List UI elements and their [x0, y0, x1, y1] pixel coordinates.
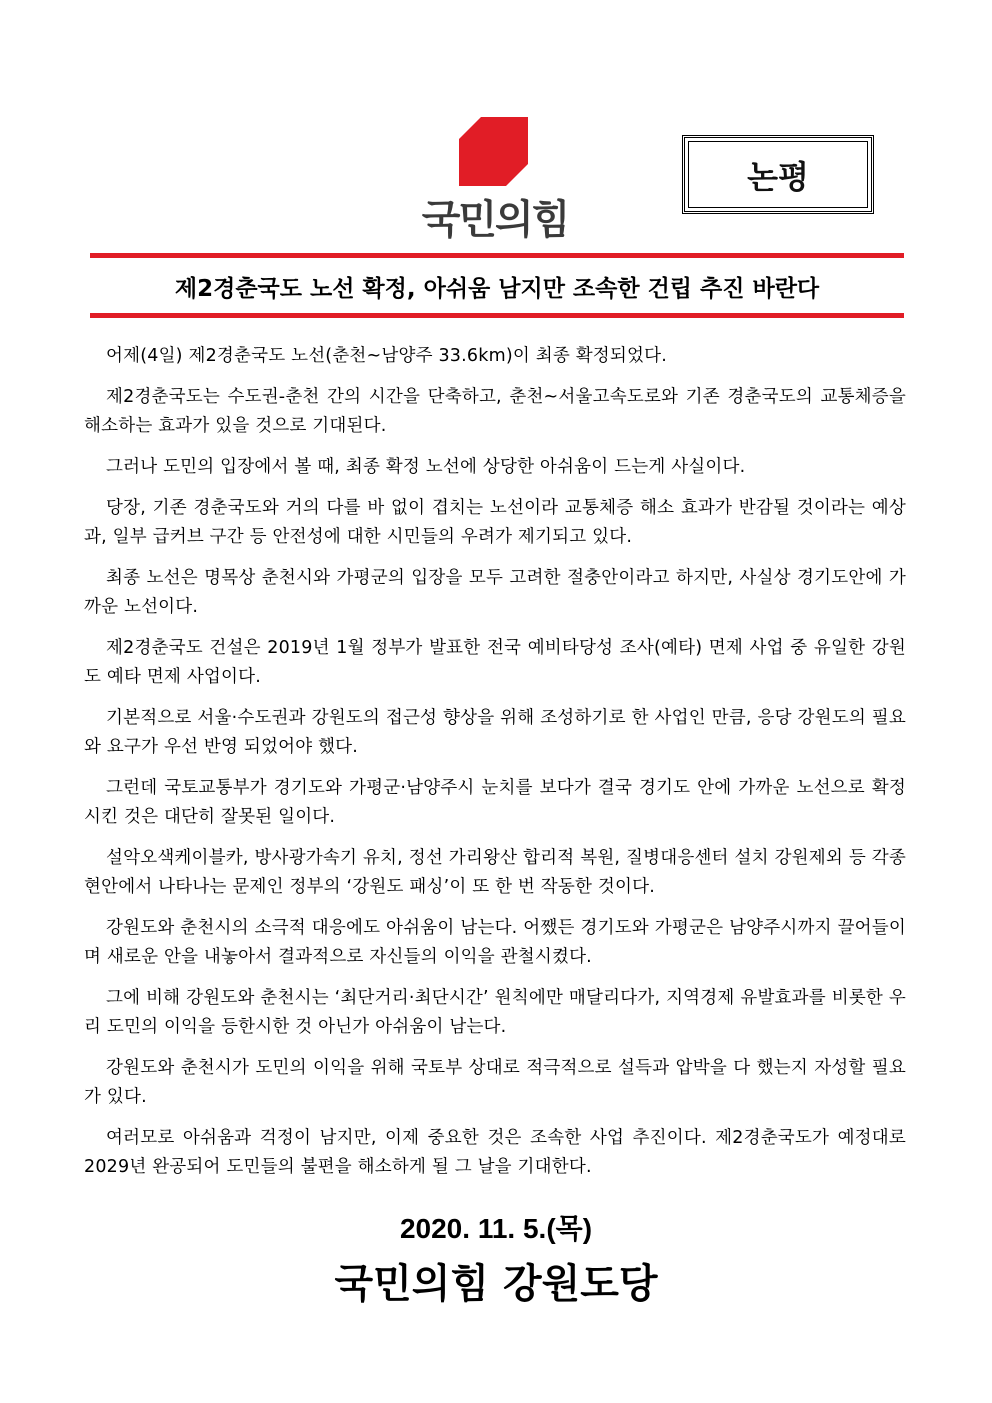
paragraph: 최종 노선은 명목상 춘천시와 가평군의 입장을 모두 고려한 절충안이라고 하지만, 사실상 경기도안에 가까운 노선이다. — [84, 568, 906, 617]
party-logo-icon — [459, 117, 528, 186]
paragraph: 어제(4일) 제2경춘국도 노선(춘천~남양주 33.6km)이 최종 확정되었다. — [106, 346, 667, 366]
paragraph: 제2경춘국도는 수도권-춘천 간의 시간을 단축하고, 춘천~서울고속도로와 기존 경춘국도의 교통체증을 해소하는 효과가 있을 것으로 기대된다. — [84, 387, 906, 436]
headline-bottom-rule — [90, 313, 904, 318]
document-type-box-inner-border — [688, 141, 868, 208]
paragraph: 강원도와 춘천시가 도민의 이익을 위해 국토부 상대로 적극적으로 설득과 압박을 다 했는지 자성할 필요가 있다. — [84, 1058, 906, 1107]
paragraph: 그런데 국토교통부가 경기도와 가평군·남양주시 눈치를 보다가 결국 경기도 안에 가까운 노선으로 확정시킨 것은 대단히 잘못된 일이다. — [84, 778, 906, 827]
document-type-label: 논평 — [747, 157, 809, 196]
headline-top-rule — [90, 253, 904, 258]
paragraph: 설악오색케이블카, 방사광가속기 유치, 정선 가리왕산 합리적 복원, 질병대응센터 설치 강원제외 등 각종 현안에서 나타나는 문제인 정부의 ‘강원도 패싱’이 또 한 번 작동한 것이다. — [84, 848, 906, 897]
party-logo-text: 국민의힘 — [421, 197, 569, 243]
paragraph: 강원도와 춘천시의 소극적 대응에도 아쉬움이 남는다. 어쨌든 경기도와 가평군은 남양주시까지 끌어들이며 새로운 안을 내놓아서 결과적으로 자신들의 이익을 관철시켰다. — [84, 918, 906, 967]
issuing-organization: 국민의힘 강원도당 — [334, 1261, 658, 1307]
statement-date: 2020. 11. 5.(목) — [399, 1213, 593, 1244]
document-type-box — [682, 135, 874, 214]
statement-body — [84, 342, 906, 1194]
paragraph: 그에 비해 강원도와 춘천시는 ‘최단거리·최단시간’ 원칙에만 매달리다가, 지역경제 유발효과를 비롯한 우리 도민의 이익을 등한시한 것 아닌가 아쉬움이 남는다. — [84, 988, 906, 1037]
headline: 제2경춘국도 노선 확정, 아쉬움 남지만 조속한 건립 추진 바란다 — [174, 275, 820, 302]
paragraph: 당장, 기존 경춘국도와 거의 다를 바 없이 겹치는 노선이라 교통체증 해소 효과가 반감될 것이라는 예상과, 일부 급커브 구간 등 안전성에 대한 시민들의 우려가 제기되고 있다. — [84, 498, 906, 547]
paragraph: 그러나 도민의 입장에서 볼 때, 최종 확정 노선에 상당한 아쉬움이 드는게 사실이다. — [106, 457, 746, 477]
paragraph: 제2경춘국도 건설은 2019년 1월 정부가 발표한 전국 예비타당성 조사(예타) 면제 사업 중 유일한 강원도 예타 면제 사업이다. — [84, 638, 906, 687]
paragraph: 여러모로 아쉬움과 걱정이 남지만, 이제 중요한 것은 조속한 사업 추진이다. 제2경춘국도가 예정대로 2029년 완공되어 도민들의 불편을 해소하게 될 그 날을 기대한다. — [84, 1128, 906, 1177]
paragraph: 기본적으로 서울·수도권과 강원도의 접근성 향상을 위해 조성하기로 한 사업인 만큼, 응당 강원도의 필요와 요구가 우선 반영 되었어야 했다. — [84, 708, 906, 757]
